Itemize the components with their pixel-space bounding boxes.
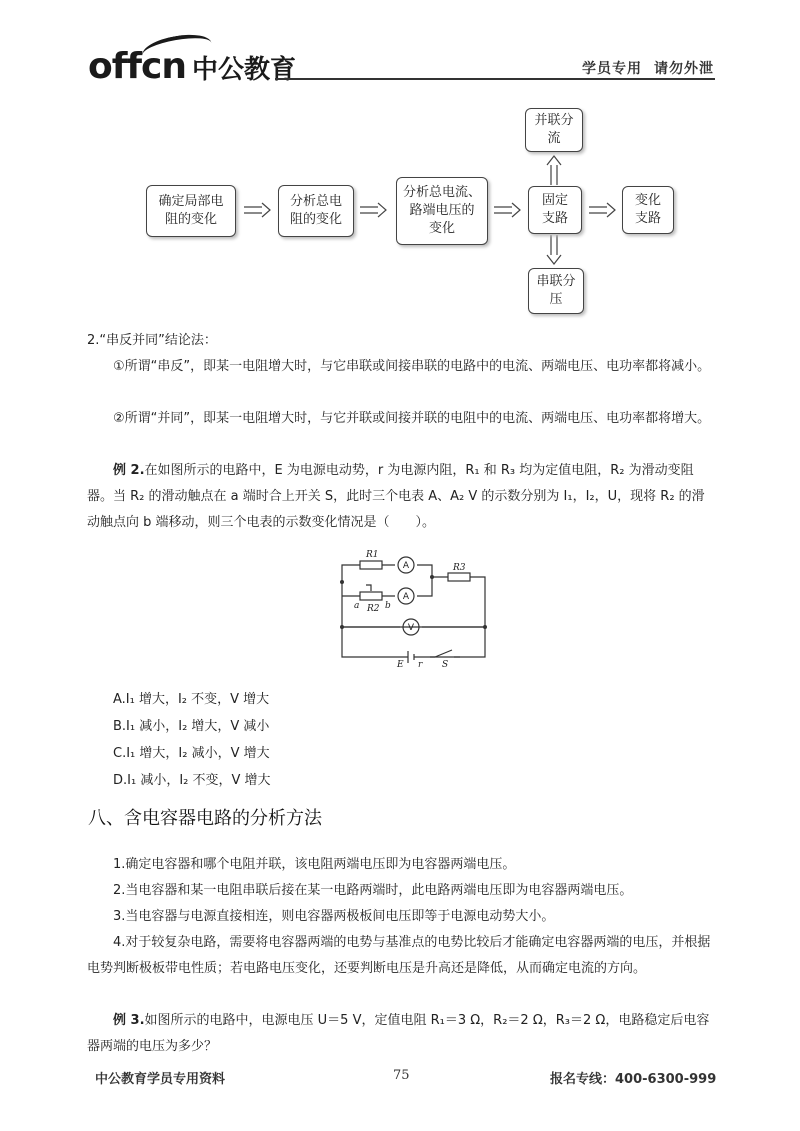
flow-box-fixed-branch: 固定 支路 xyxy=(528,186,582,234)
page-number: 75 xyxy=(393,1068,410,1083)
circuit-diagram xyxy=(330,545,500,670)
logo-brand: offcn xyxy=(88,46,187,87)
arrow-right-2 xyxy=(360,203,386,217)
flowchart-arrows xyxy=(0,0,800,330)
example-3 xyxy=(87,1008,717,1060)
example-3-label: 例 3. xyxy=(113,1013,145,1028)
arrow-right-1 xyxy=(244,203,270,217)
footer-hotline: 报名专线：400-6300-999 xyxy=(550,1072,717,1087)
option-a: A.I₁ 增大，I₂ 不变，V 增大 xyxy=(113,692,270,707)
method-title: 2.“串反并同”结论法： xyxy=(87,333,217,348)
flow-box-local-resistance: 确定局部电 阻的变化 xyxy=(146,185,236,237)
resistor-r1-shape xyxy=(360,561,382,569)
header-note-2: 请勿外泄 xyxy=(654,61,714,77)
label-node-b: b xyxy=(385,601,391,611)
flow-box-series-division: 串联分 压 xyxy=(528,268,584,314)
flow-box-total-resistance: 分析总电 阻的变化 xyxy=(278,185,354,237)
resistor-r2-shape xyxy=(360,592,382,600)
label-node-a: a xyxy=(354,601,360,611)
flow-box-changing-branch: 变化 支路 xyxy=(622,186,674,234)
label-r2: R2 xyxy=(367,604,380,614)
example-2 xyxy=(87,458,717,536)
option-b: B.I₁ 减小，I₂ 增大，V 减小 xyxy=(113,719,270,734)
label-r3: R3 xyxy=(453,563,466,573)
label-meter-v: V xyxy=(407,623,415,633)
resistor-r3-shape xyxy=(448,573,470,581)
rule-parallel-same: ②所谓“并同”，即某一电阻增大时，与它并联或间接并联的电阻中的电流、两端电压、电功率都将增大。 xyxy=(113,411,711,426)
option-d: D.I₁ 减小，I₂ 不变，V 增大 xyxy=(113,773,271,788)
capacitor-item-3: 3.当电容器与电源直接相连，则电容器两极板间电压即等于电源电动势大小。 xyxy=(113,909,555,924)
example-2-text: 在如图所示的电路中，E 为电源电动势，r 为电源内阻，R₁ 和 R₃ 均为定值电阻，R₂ 为滑动变阻器。当 R₂ 的滑动触点在 a 端时合上开关 S，此时三个电表 A、A₂ V 的示数分别为 I₁，I₂，U，现将 R₂ 的滑动触点向 b 端移动，则三个电表的示数变化情况是（ ）。 xyxy=(87,463,705,530)
flow-box-parallel-division: 并联分 流 xyxy=(525,108,583,152)
label-meter-a: A xyxy=(402,561,410,571)
arrow-down xyxy=(547,235,561,264)
footer-left: 中公教育学员专用资料 xyxy=(95,1072,226,1087)
flow-box-total-current: 分析总电流、 路端电压的 变化 xyxy=(396,177,488,245)
label-emf: E xyxy=(397,660,404,670)
label-r1: R1 xyxy=(366,550,379,560)
label-meter-a2: A xyxy=(402,592,410,602)
example-3-text: 如图所示的电路中，电源电压 U＝5 V，定值电阻 R₁＝3 Ω，R₂＝2 Ω，R₃＝2 Ω，电路稳定后电容器两端的电压为多少？ xyxy=(87,1013,710,1054)
logo-chinese: 中公教育 xyxy=(192,55,297,85)
arrow-right-4 xyxy=(589,203,615,217)
option-c: C.I₁ 增大，I₂ 减小，V 增大 xyxy=(113,746,270,761)
header-note-1: 学员专用 xyxy=(582,61,642,77)
capacitor-item-4: 4.对于较复杂电路，需要将电容器两端的电势与基准点的电势比较后才能确定电容器两端的电压，并根据电势判断极板带电性质；若电路电压变化，还要判断电压是升高还是降低，从而确定电流的方向。 xyxy=(87,935,711,976)
example-2-label: 例 2. xyxy=(113,463,145,478)
capacitor-item-1: 1.确定电容器和哪个电阻并联，该电阻两端电压即为电容器两端电压。 xyxy=(113,857,516,872)
arrow-right-3 xyxy=(494,203,520,217)
section-heading-8: 八、含电容器电路的分析方法 xyxy=(88,808,322,829)
arrow-up xyxy=(547,156,561,185)
capacitor-item-2: 2.当电容器和某一电阻串联后接在某一电路两端时，此电路两端电压即为电容器两端电压。 xyxy=(113,883,633,898)
label-internal-r: r xyxy=(418,660,423,670)
label-switch: S xyxy=(442,660,449,670)
rule-series-reverse: ①所谓“串反”，即某一电阻增大时，与它串联或间接串联的电路中的电流、两端电压、电功率都将减小。 xyxy=(113,359,711,374)
